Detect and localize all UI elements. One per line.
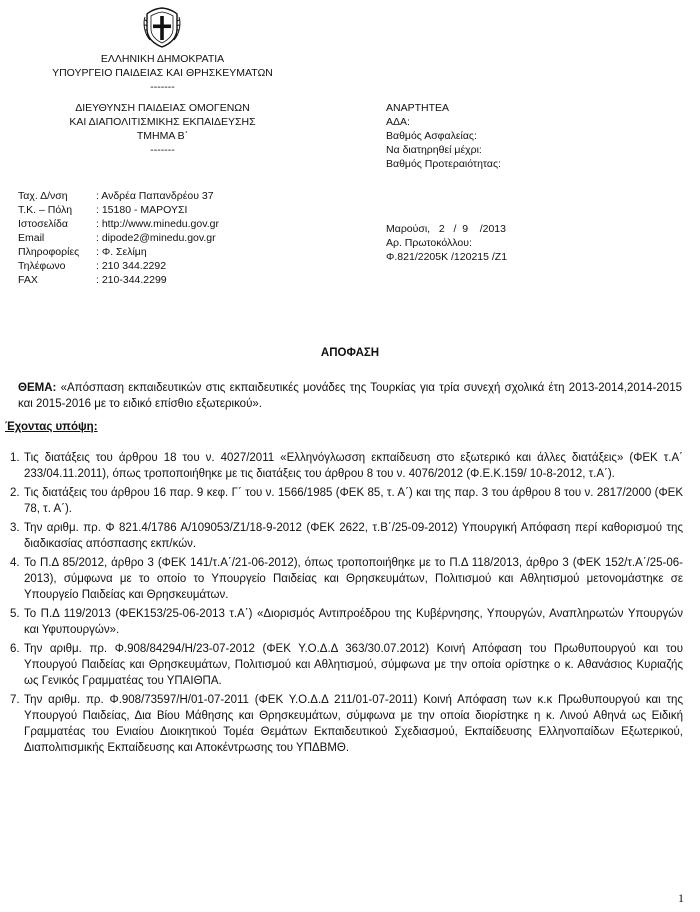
list-item: [10, 520, 683, 552]
protocol-label: Αρ. Πρωτοκόλλου:: [386, 237, 472, 249]
document-date: Μαρούσι, 2 / 9 /2013: [386, 223, 506, 235]
priority-level: Βαθμός Προτεραιότητας:: [386, 158, 501, 170]
list-item: [10, 606, 683, 638]
list-item: [10, 450, 683, 482]
date-protocol-block: [386, 222, 507, 264]
protocol-number: Φ.821/2205Κ /120215 /Ζ1: [386, 251, 508, 263]
contact-label: Τ.Κ. – Πόλη: [18, 204, 73, 216]
republic-name: ΕΛΛΗΝΙΚΗ ΔΗΜΟΚΡΑΤΙΑ: [100, 53, 225, 65]
department-name: ΤΜΗΜΑ Β΄: [136, 130, 189, 142]
item-text: Την αριθμ. πρ. Φ 821.4/1786 Α/109053/Ζ1/18-9-2012 (ΦΕΚ 2622, τ.Β΄/25-09-2012) Υπουργική Απόφαση περί καθορισμού της διαδικασίας απόσπασης εκπ/κών.: [24, 522, 683, 550]
contact-details: [18, 189, 219, 287]
contact-label: Πληροφορίες: [18, 246, 80, 258]
directorate-header: [0, 101, 325, 157]
directorate-name-line2: ΚΑΙ ΔΙΑΠΟΛΙΤΙΣΜΙΚΗΣ ΕΚΠΑΙΔΕΥΣΗΣ: [69, 116, 256, 128]
contact-value: : Φ. Σελίμη: [96, 246, 147, 258]
contact-label: Ιστοσελίδα: [18, 218, 68, 230]
item-text: Την αριθμ. πρ. Φ.908/73597/Η/01-07-2011 (ΦΕΚ Υ.Ο.Δ.Δ 211/01-07-2011) Κοινή Απόφαση των κ.κ Πρωθυπουργού και της Υπουργού Παιδείας, Δια Βίου Μάθησης και Θρησκευμάτων, σύμφωνα με την οποία διορίστηκε η κ. Λινού Αθηνά ως Ειδική Γραμματέας του Ενιαίου Διοικητικού Τομέα Θεμάτων Εκπαιδευτικού Σχεδιασμού, Εκπαίδευσης Ελληνοπαίδων Εξωτερικού, Διαπολιτισμικής Εκπαίδευσης και Αποκέντρωσης του ΥΠΔΒΜΘ.: [24, 694, 683, 754]
header-dashes: -------: [150, 144, 175, 156]
item-number: 6.: [10, 643, 20, 655]
ministry-header: [0, 52, 325, 94]
subject-label: ΘΕΜΑ:: [18, 382, 57, 394]
contact-label: Ταχ. Δ/νση: [18, 190, 68, 202]
item-number: 4.: [10, 557, 20, 569]
directorate-name-line1: ΔΙΕΥΘΥΝΣΗ ΠΑΙΔΕΙΑΣ ΟΜΟΓΕΝΩΝ: [75, 102, 250, 114]
ministry-name: ΥΠΟΥΡΓΕΙΟ ΠΑΙΔΕΙΑΣ ΚΑΙ ΘΡΗΣΚΕΥΜΑΤΩΝ: [52, 67, 273, 79]
contact-row: [18, 217, 219, 231]
item-number: 7.: [10, 694, 20, 706]
contact-row: [18, 203, 219, 217]
item-text: Τις διατάξεις του άρθρου 18 του ν. 4027/2011 «Ελληνόγλωσση εκπαίδευση στο εξωτερικό και άλλες διατάξεις» (ΦΕΚ τ.Α΄ 233/04.11.2011), όπως τροποποιήθηκε με τις διατάξεις του άρθρου 8 του ν. 4076/2012 (Φ.Ε.Κ.159/ 10-8-2012, τ.Α΄).: [24, 452, 683, 480]
item-text: Την αριθμ. πρ. Φ.908/84294/Η/23-07-2012 (ΦΕΚ Υ.Ο.Δ.Δ 363/30.07.2012) Κοινή Απόφαση του Πρωθυπουργού και του Υπουργού Παιδείας και Θρησκευμάτων, Πολιτισμού και Αθλητισμού, σύμφωνα με την οποία ορίστηκε ο κ. Αθανάσιος Κυριαζής ως Γενικός Γραμματέας του ΥΠΑΙΘΠΑ.: [24, 643, 683, 687]
considerations-list: [10, 450, 683, 759]
header-dashes: -------: [150, 81, 175, 93]
considering-title: Έχοντας υπόψη:: [5, 421, 98, 433]
contact-row: [18, 231, 219, 245]
contact-row: [18, 273, 219, 287]
list-item: [10, 641, 683, 689]
posting-status: ΑΝΑΡΤΗΤΕΑ: [386, 102, 450, 114]
security-level: Βαθμός Ασφαλείας:: [386, 130, 477, 142]
list-item: [10, 485, 683, 517]
contact-value: : 210 344.2292: [96, 260, 167, 272]
item-number: 5.: [10, 608, 20, 620]
contact-value: : http://www.minedu.gov.gr: [96, 218, 219, 230]
contact-value: : 15180 - ΜΑΡΟΥΣΙ: [96, 204, 188, 216]
item-text: Το Π.Δ 119/2013 (ΦΕΚ153/25-06-2013 τ.Α΄) «Διορισμός Αντιπροέδρου της Κυβέρνησης, Υπουργών, Αναπληρωτών Υπουργών και Υφυπουργών».: [24, 608, 683, 636]
contact-value: : 210-344.2299: [96, 274, 167, 286]
list-item: [10, 555, 683, 603]
contact-value: : Ανδρέα Παπανδρέου 37: [96, 190, 214, 202]
contact-row: [18, 189, 219, 203]
greek-coat-of-arms-icon: [142, 5, 182, 49]
item-text: Το Π.Δ 85/2012, άρθρο 3 (ΦΕΚ 141/τ.Α΄/21-06-2012), όπως τροποποιήθηκε με το Π.Δ 118/2013, άρθρο 3 (ΦΕΚ 152/τ.Α΄/25-06-2013), σύμφωνα με το οποίο το Υπουργείο Παιδείας και Θρησκευμάτων, Πολιτισμού και Αθλητισμού μετονομάστηκε σε Υπουργείο Παιδείας και Θρησκευμάτων.: [24, 557, 683, 601]
page-number: 1: [678, 891, 684, 905]
posting-info: [386, 101, 501, 171]
contact-label: FAX: [18, 274, 38, 286]
item-number: 1.: [10, 452, 20, 464]
contact-value: : dipode2@minedu.gov.gr: [96, 232, 216, 244]
decision-title: ΑΠΟΦΑΣΗ: [320, 347, 380, 359]
contact-label: Email: [18, 232, 45, 244]
list-item: [10, 692, 683, 756]
item-text: Τις διατάξεις του άρθρου 16 παρ. 9 κεφ. Γ΄ του ν. 1566/1985 (ΦΕΚ 85, τ. Α΄) και της παρ. 3 του άρθρου 8 του ν. 2817/2000 (ΦΕΚ 78, τ. Α΄).: [24, 487, 683, 515]
item-number: 2.: [10, 487, 20, 499]
contact-label: Τηλέφωνο: [18, 260, 66, 272]
subject-text: «Απόσπαση εκπαιδευτικών στις εκπαιδευτικές μονάδες της Τουρκίας για τρία συνεχή σχολικά έτη 2013-2014,2014-2015 και 2015-2016 με το ειδικό επίσθιο εξωτερικού».: [18, 382, 682, 410]
item-number: 3.: [10, 522, 20, 534]
subject-paragraph: [18, 380, 682, 412]
ada-field: ΑΔΑ:: [386, 116, 410, 128]
retention-field: Να διατηρηθεί μέχρι:: [386, 144, 482, 156]
contact-row: [18, 259, 219, 273]
contact-row: [18, 245, 219, 259]
